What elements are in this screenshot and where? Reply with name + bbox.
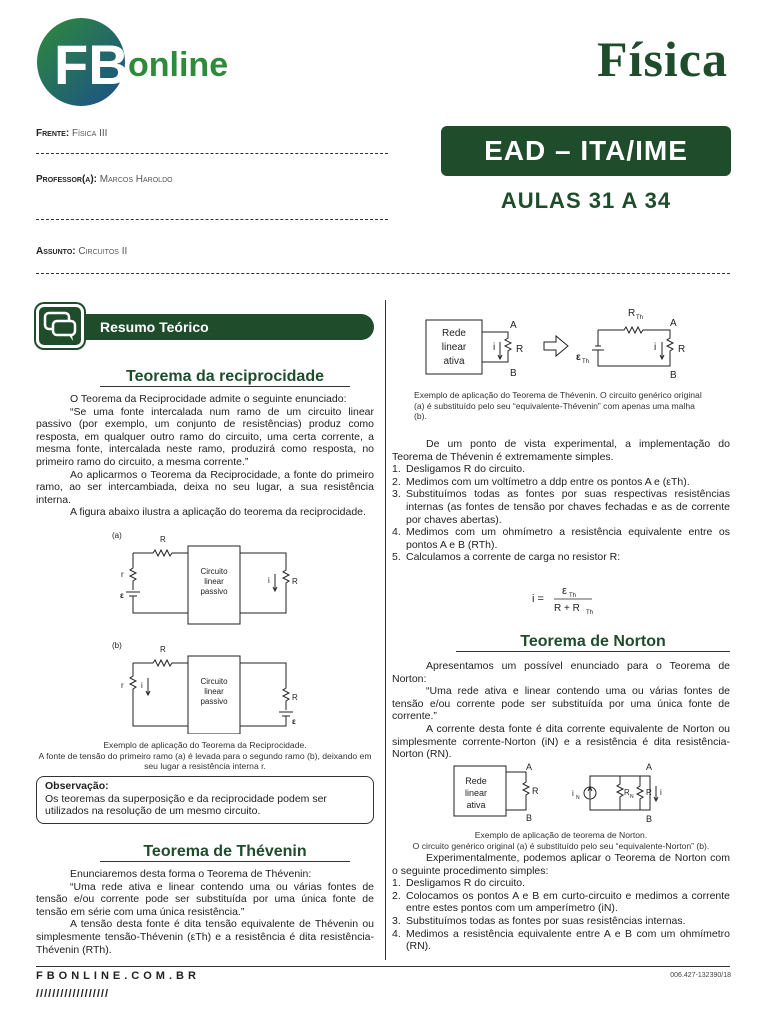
fig-a-r: r (121, 570, 124, 579)
resumo-section-header (36, 312, 376, 342)
recip-paragraph-2: “Se uma fonte intercalada num ramo de um circuito linear passivo (por exemplo, um conjunto de resistências) produz como resposta, em qualquer outro ramo do circuito, uma certa corrente, a mesma fonte, intercalada neste ramo, produzirá como resposta, no primeiro ramo do circuito, a mesma corrente.” (36, 405, 374, 468)
assunto-label: Assunto: (36, 246, 76, 257)
logo-fb-text: FB (54, 33, 129, 96)
fig-b-i: i (141, 681, 143, 690)
fb-online-logo (36, 18, 236, 108)
norton-in-sub: N (576, 795, 580, 801)
norton-caption (392, 830, 730, 851)
fig-b-circuit-l2: linear (204, 687, 224, 696)
thevenin-experimental (392, 438, 730, 564)
norton-node-a1: A (526, 762, 533, 772)
aulas-label: AULAS 31 A 34 (500, 188, 672, 213)
thevenin-heading: Teorema de Thévenin (100, 843, 350, 862)
fig-b-label: (b) (112, 641, 122, 650)
recip-paragraph-1: O Teorema da Reciprocidade admite o seguinte enunciado: (70, 393, 347, 405)
current-formula (530, 582, 600, 616)
norton-paragraph-1: Apresentamos um possível enunciado para o Teorema de Norton: (392, 660, 730, 685)
thev-paragraph-3: A tensão desta fonte é dita tensão equivalente de Thévenin ou simplesmente tensão-Thévenin (εTh) e a resistência é dita resistência-Thévenin (RTh). (36, 918, 374, 956)
fig-a-r1: R (160, 535, 166, 544)
fig-a-r2: R (292, 577, 298, 586)
resumo-title: Resumo Teórico (66, 314, 374, 340)
observacao-text: Os teoremas da superposição e da reciprocidade podem ser utilizados na resolução de um mesmo circuito. (45, 792, 327, 817)
footer-slashes: ////////////////// (36, 988, 110, 1000)
thev-node-b1: B (510, 368, 517, 379)
footer-url: FBONLINE.COM.BR (36, 970, 200, 982)
norton-exp-paragraph: Experimentalmente, podemos aplicar o Teorema de Norton com o seguinte procedimento simples: (392, 852, 730, 877)
subject-title: Física (597, 31, 728, 87)
thev-r1: R (516, 344, 524, 355)
thev-node-a2: A (670, 318, 677, 329)
fig-a-circuit-l3: passivo (200, 587, 228, 596)
norton-experimental (392, 852, 730, 953)
thev-i1: i (493, 342, 496, 353)
fig-b-r: r (121, 681, 124, 690)
norton-node-b2: B (646, 814, 653, 824)
norton-caption-line-1: Exemplo de aplicação de teorema de Norton. (474, 830, 648, 840)
recip-caption-line-1: Exemplo de aplicação do Teorema da Reciprocidade. (103, 740, 307, 750)
thev-step: 5. Calculamos a corrente de carga no resistor R: (392, 551, 621, 564)
norton-rede-l1: Rede (465, 776, 487, 786)
observacao-box (36, 776, 374, 824)
assunto-value: Circuitos II (78, 246, 128, 257)
fig-b-r2: R (292, 693, 298, 702)
thev-step: 2. Medimos com um voltímetro a ddp entre os pontos A e (εTh). (392, 475, 690, 488)
recip-paragraph-4: A figura abaixo ilustra a aplicação do teorema da reciprocidade. (70, 506, 366, 519)
norton-paragraph-3: A corrente desta fonte é dita corrente equivalente de Norton ou simplesmente corrente-Norton (iN) e a resistência é dita resistência-Norton (RN). (392, 722, 730, 761)
reciprocity-figure-b (108, 638, 308, 734)
fig-b-circuit-l3: passivo (200, 697, 228, 706)
norton-step: 3. Substituímos todas as fontes por suas resistências internas. (392, 914, 686, 927)
formula-lhs: i = (532, 593, 544, 605)
recip-paragraph-3: Ao aplicarmos o Teorema da Reciprocidade, a fonte do primeiro ramo, ao ser intercambiada, deixa no seu lugar, a sua resistência interna. (36, 468, 374, 506)
formula-denominator: R + R (554, 603, 580, 614)
reciprocity-figure-a (108, 528, 308, 628)
thev-rede-l2: linear (441, 342, 467, 353)
professor-value: Marcos Haroldo (99, 174, 173, 185)
thev-node-a1: A (510, 320, 517, 331)
reciprocidade-text (36, 393, 374, 519)
norton-step: 1. Desligamos R do circuito. (392, 877, 526, 890)
thevenin-figure (420, 306, 712, 386)
thev-eps: ε (576, 352, 581, 363)
formula-numerator: ε (562, 585, 567, 597)
professor-row (36, 174, 388, 220)
reciprocity-caption (36, 740, 374, 772)
thev-paragraph-2: “Uma rede ativa e linear contendo uma ou várias fontes de tensão e/ou corrente pode ser substituída por uma única fonte de tensão em série com uma única resistência.” (36, 880, 374, 918)
fig-a-eps: ε (120, 591, 124, 600)
formula-num-sub: Th (569, 593, 577, 599)
norton-heading: Teorema de Norton (456, 633, 730, 652)
norton-rede-l2: linear (464, 788, 488, 798)
norton-paragraph-2: “Uma rede ativa e linear contendo uma ou várias fontes de tensão e/ou corrente pode ser substituída por uma única fonte de corrente.” (392, 685, 730, 723)
thev-exp-paragraph: De um ponto de vista experimental, a implementação do Teorema de Thévenin é extremamente simples. (392, 438, 730, 463)
norton-i: i (660, 788, 662, 797)
norton-rede-l3: ativa (466, 800, 486, 810)
norton-step: 2. Colocamos os pontos A e B em curto-circuito e medimos a corrente entre estes pontos com um amperímetro (iN). (392, 889, 730, 915)
thev-rede-l1: Rede (442, 328, 466, 339)
assunto-row (36, 246, 730, 274)
thevenin-text (36, 868, 374, 956)
recip-caption-line-2: A fonte de tensão do primeiro ramo (a) é levada para o segundo ramo (b), deixando em seu lugar a resistência interna r. (38, 750, 372, 771)
norton-rn-sub: N (630, 794, 634, 800)
norton-steps-list (392, 877, 730, 953)
fig-b-r1: R (160, 645, 166, 654)
thev-paragraph-1: Enunciaremos desta forma o Teorema de Thévenin: (70, 868, 312, 880)
frente-row (36, 128, 388, 154)
formula-den-sub: Th (586, 610, 594, 616)
observacao-title: Observação: (45, 780, 109, 792)
norton-text (392, 660, 730, 761)
norton-node-b1: B (526, 813, 533, 823)
thev-node-b2: B (670, 370, 677, 381)
professor-label: Professor(a): (36, 174, 97, 185)
norton-figure (450, 758, 680, 826)
reciprocidade-heading: Teorema da reciprocidade (100, 368, 350, 387)
norton-in: i (572, 789, 574, 798)
footer-doc-code: 006.427-132390/18 (670, 972, 731, 979)
thev-rede-l3: ativa (443, 356, 465, 367)
column-divider (385, 300, 386, 960)
footer-divider (36, 966, 730, 967)
fig-a-i: i (268, 576, 270, 585)
course-badge: EAD – ITA/IME (441, 126, 731, 176)
frente-label: Frente: (36, 128, 70, 139)
thev-rth: R (628, 308, 636, 319)
frente-value: Física III (71, 128, 108, 139)
fig-b-circuit-l1: Circuito (200, 677, 228, 686)
fig-a-circuit-l1: Circuito (200, 567, 228, 576)
thev-eps-sub: Th (582, 359, 590, 365)
thev-step: 3. Substituímos todas as fontes por suas respectivas resistências internas (as fontes de tensão por chaves fechadas e as de corrente por chaves abertas). (392, 488, 730, 526)
thev-i2: i (654, 342, 657, 353)
norton-rn: R (624, 788, 630, 797)
thev-r2: R (678, 344, 686, 355)
norton-node-a2: A (646, 762, 653, 772)
fig-a-label: (a) (112, 531, 122, 540)
thevenin-caption: Exemplo de aplicação do Teorema de Thévenin. O circuito genérico original (a) é substituído pelo seu “equivalente-Thévenin” com apenas uma malha (b). (414, 390, 702, 421)
fig-b-eps: ε (292, 717, 296, 726)
thev-steps-list (392, 463, 730, 564)
norton-caption-line-2: O circuito genérico original (a) é substituído pelo seu “equivalente-Norton” (b). (412, 840, 710, 851)
thev-step: 1. Desligamos R do circuito. (392, 463, 526, 476)
thev-rth-sub: Th (636, 315, 644, 321)
norton-step: 4. Medimos a resistência equivalente entre A e B com um ohmímetro (RN). (392, 927, 730, 953)
logo-online-text: online (128, 46, 229, 84)
thev-step: 4. Medimos com um ohmímetro a resistência equivalente entre os pontos A e B (RTh). (392, 526, 730, 551)
fig-a-circuit-l2: linear (204, 577, 224, 586)
norton-r2: R (646, 788, 652, 797)
speech-bubble-icon (36, 304, 84, 348)
norton-r1: R (532, 786, 539, 796)
